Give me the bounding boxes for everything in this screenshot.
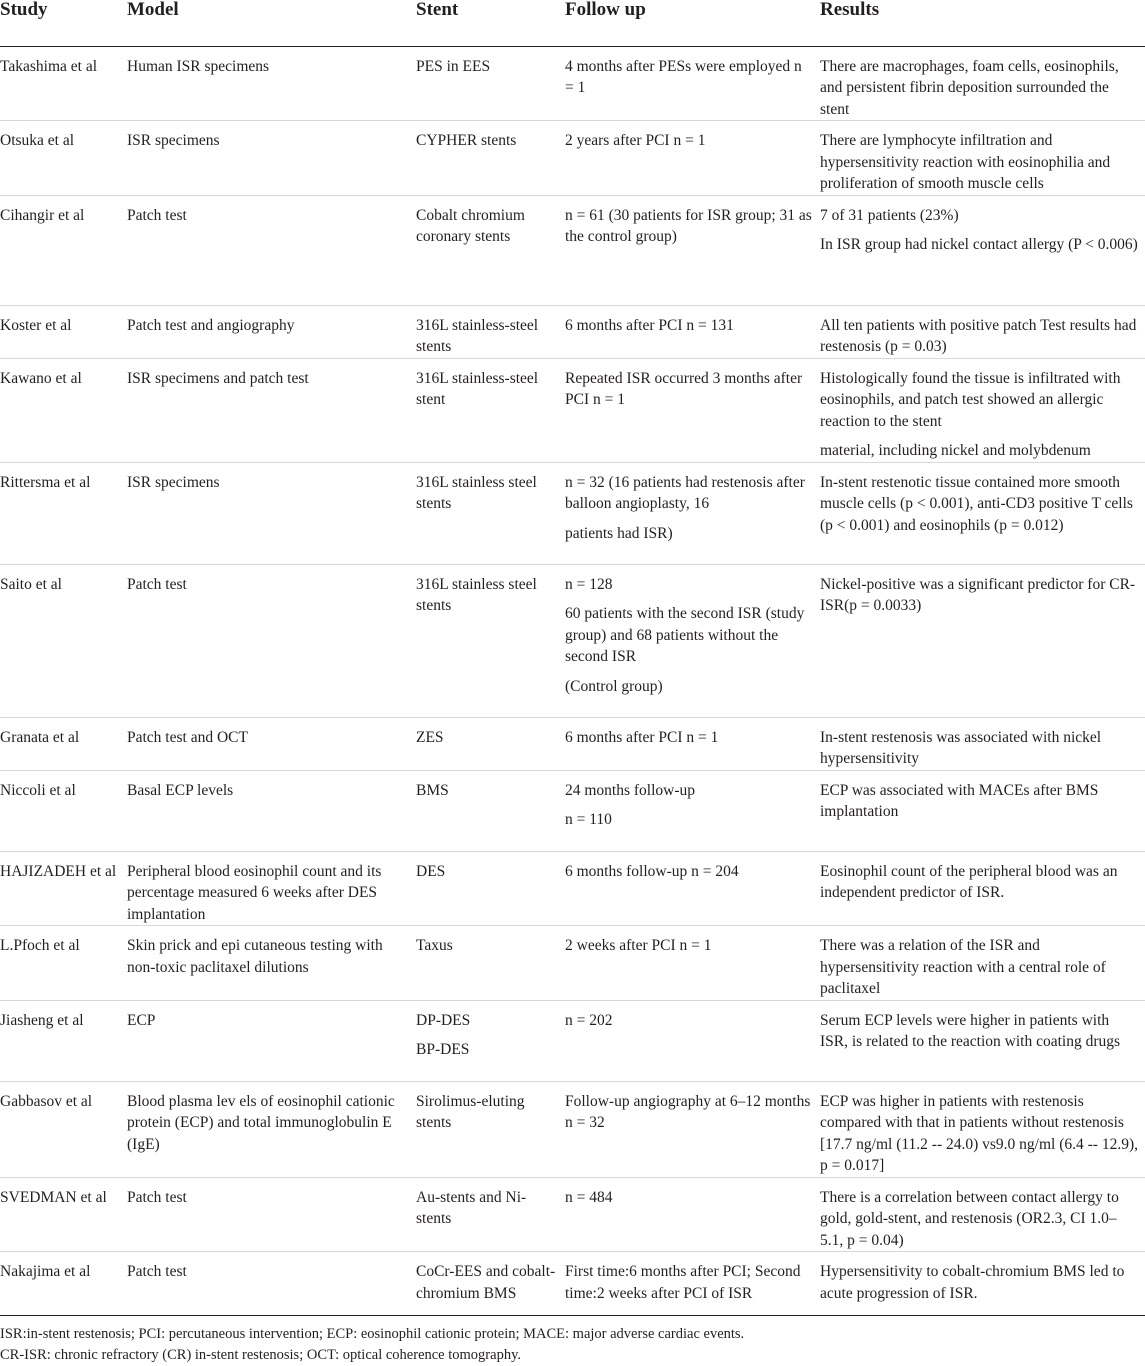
cell-stent-text: Taxus: [416, 937, 453, 954]
cell-follow-up: [565, 305, 820, 358]
cell-stent: [416, 46, 565, 121]
cell-follow-up-text: 2 years after PCI n = 1: [565, 132, 706, 149]
table-row: [0, 717, 1145, 770]
cell-stent-text: Cobalt chromium coronary stents: [416, 206, 525, 245]
cell-model-text: Skin prick and epi cutaneous testing with non-toxic paclitaxel dilutions: [127, 937, 383, 976]
cell-stent: [416, 1000, 565, 1081]
cell-follow-up: [565, 564, 820, 717]
table-row: [0, 564, 1145, 717]
cell-study: [0, 717, 127, 770]
cell-study-text: Gabbasov et al: [0, 1092, 93, 1110]
cell-study: [0, 1081, 127, 1177]
table-row: [0, 46, 1145, 121]
header-model: Model: [127, 0, 416, 46]
table-row: [0, 121, 1145, 196]
cell-study: [0, 851, 127, 926]
cell-results: [820, 1081, 1145, 1177]
header-study: Study: [0, 0, 127, 46]
cell-follow-up-text: 4 months after PESs were employed n = 1: [565, 57, 802, 96]
cell-results: [820, 195, 1145, 305]
cell-follow-up-text: n = 128: [565, 575, 613, 593]
cell-study: [0, 195, 127, 305]
cell-results-text: There are lymphocyte infiltration and hypersensitivity reaction with eosinophilia and proliferation of smooth muscle cells: [820, 132, 1111, 192]
cell-stent: [416, 851, 565, 926]
cell-stent-text: DP-DES: [416, 1011, 471, 1029]
cell-study: [0, 1177, 127, 1252]
cell-study-text: SVEDMAN et al: [0, 1188, 107, 1206]
cell-study: [0, 564, 127, 717]
table-footnote: [0, 1315, 1145, 1366]
cell-results-text: There is a correlation between contact allergy to gold, gold-stent, and restenosis (OR2.3, CI 1.0–5.1, p = 0.04): [820, 1188, 1119, 1249]
cell-stent-text: ZES: [416, 728, 444, 746]
cell-follow-up-text-3: (Control group): [565, 677, 663, 695]
cell-stent-text: BMS: [416, 781, 449, 799]
cell-study-text: Takashima et al: [0, 57, 98, 75]
cell-results: [820, 121, 1145, 196]
cell-model: [127, 770, 416, 851]
cell-stent-text: CoCr-EES and cobalt-chromium BMS: [416, 1263, 556, 1302]
cell-stent-text: Sirolimus-eluting stents: [416, 1092, 525, 1131]
header-results: Results: [820, 0, 1145, 46]
cell-model: [127, 462, 416, 564]
cell-model-text: ECP: [127, 1011, 156, 1029]
cell-study: [0, 1000, 127, 1081]
cell-results: [820, 717, 1145, 770]
cell-model: [127, 1252, 416, 1323]
table-row: [0, 462, 1145, 564]
cell-stent: [416, 1081, 565, 1177]
cell-follow-up-text: n = 202: [565, 1011, 613, 1029]
cell-model: [127, 358, 416, 462]
cell-stent-text: 316L stainless-steel stents: [416, 316, 539, 355]
cell-stent: [416, 1177, 565, 1252]
cell-follow-up: [565, 1081, 820, 1177]
cell-model-text: Human ISR specimens: [127, 57, 270, 75]
cell-stent: [416, 717, 565, 770]
cell-follow-up: [565, 121, 820, 196]
cell-study-text: Granata et al: [0, 728, 80, 746]
cell-follow-up-text: 6 months follow-up n = 204: [565, 862, 739, 880]
cell-study: [0, 926, 127, 1001]
cell-follow-up-text: n = 484: [565, 1188, 613, 1206]
cell-model-text: Patch test: [127, 1188, 187, 1206]
cell-results: [820, 1252, 1145, 1323]
cell-stent-text: PES in EES: [416, 57, 491, 75]
cell-results: [820, 564, 1145, 717]
cell-model-text: ISR specimens and patch test: [127, 369, 309, 387]
cell-model-text: Patch test and OCT: [127, 728, 248, 746]
cell-model-text: Basal ECP levels: [127, 781, 234, 799]
cell-results-text: 7 of 31 patients (23%): [820, 206, 959, 224]
cell-study-text: Niccoli et al: [0, 781, 76, 799]
cell-model-text: ISR specimens: [127, 132, 220, 149]
cell-follow-up-text: 6 months after PCI n = 131: [565, 316, 734, 334]
cell-stent: [416, 926, 565, 1001]
table-row: [0, 770, 1145, 851]
cell-model: [127, 717, 416, 770]
cell-study: [0, 305, 127, 358]
cell-model: [127, 46, 416, 121]
cell-results-text: Eosinophil count of the peripheral blood was an independent predictor of ISR.: [820, 862, 1118, 901]
table-row: [0, 195, 1145, 305]
cell-stent: [416, 564, 565, 717]
cell-model: [127, 1000, 416, 1081]
table-row: [0, 305, 1145, 358]
cell-model: [127, 305, 416, 358]
table-body: [0, 46, 1145, 1323]
cell-results-text: There are macrophages, foam cells, eosinophils, and persistent fibrin deposition surrounded the stent: [820, 57, 1119, 118]
table-row: [0, 851, 1145, 926]
cell-follow-up: [565, 1000, 820, 1081]
cell-stent-text: CYPHER stents: [416, 132, 517, 149]
cell-model-text: Peripheral blood eosinophil count and its percentage measured 6 weeks after DES implantation: [127, 862, 382, 923]
cell-study-text: Jiasheng et al: [0, 1011, 84, 1029]
header-follow-up: Follow up: [565, 0, 820, 46]
cell-follow-up-text: Repeated ISR occurred 3 months after PCI n = 1: [565, 369, 803, 408]
cell-follow-up: [565, 462, 820, 564]
cell-follow-up: [565, 851, 820, 926]
cell-follow-up-text-2: patients had ISR): [565, 524, 673, 542]
cell-stent: [416, 1252, 565, 1323]
cell-study-text: HAJIZADEH et al: [0, 862, 117, 880]
cell-study-text: Otsuka et al: [0, 132, 75, 149]
cell-results: [820, 926, 1145, 1001]
table-row: [0, 1177, 1145, 1252]
cell-results-text: In-stent restenotic tissue contained more smooth muscle cells (p < 0.001), anti-CD3 positive T cells (p < 0.001) and eosinophils (p = 0.012): [820, 473, 1133, 534]
cell-follow-up: [565, 926, 820, 1001]
cell-results: [820, 1177, 1145, 1252]
cell-follow-up: [565, 1177, 820, 1252]
cell-study-text: Kawano et al: [0, 369, 82, 387]
cell-results-text: In-stent restenosis was associated with nickel hypersensitivity: [820, 728, 1102, 767]
cell-model: [127, 195, 416, 305]
table-row: [0, 1000, 1145, 1081]
cell-follow-up-text: First time:6 months after PCI; Second time:2 weeks after PCI of ISR: [565, 1263, 801, 1302]
cell-follow-up: [565, 717, 820, 770]
cell-results: [820, 1000, 1145, 1081]
footnote-abbreviations-1: ISR:in-stent restenosis; PCI: percutaneous intervention; ECP: eosinophil cationic protein; MACE: major adverse cardiac events.: [0, 1326, 745, 1342]
cell-results-text: Nickel-positive was a significant predictor for CR-ISR(p = 0.0033): [820, 575, 1136, 614]
cell-results: [820, 358, 1145, 462]
table-row: [0, 358, 1145, 462]
cell-results: [820, 46, 1145, 121]
cell-stent: [416, 195, 565, 305]
cell-follow-up-text: Follow-up angiography at 6–12 months n = 32: [565, 1092, 811, 1131]
table-row: [0, 926, 1145, 1001]
header-stent: Stent: [416, 0, 565, 46]
cell-study: [0, 358, 127, 462]
cell-follow-up: [565, 46, 820, 121]
cell-study: [0, 46, 127, 121]
cell-model: [127, 1177, 416, 1252]
cell-model-text: Patch test: [127, 575, 187, 593]
cell-study: [0, 462, 127, 564]
table-row: [0, 1081, 1145, 1177]
cell-model: [127, 121, 416, 196]
cell-study-text: Cihangir et al: [0, 206, 85, 224]
cell-model-text: Patch test and angiography: [127, 316, 295, 334]
cell-model: [127, 851, 416, 926]
cell-study: [0, 1252, 127, 1323]
cell-stent-text: 316L stainless-steel stent: [416, 369, 539, 408]
cell-follow-up: [565, 770, 820, 851]
cell-results-text-2: material, including nickel and molybdenum: [820, 442, 1091, 459]
cell-follow-up-text: 24 months follow-up: [565, 781, 696, 799]
cell-study: [0, 121, 127, 196]
cell-model: [127, 926, 416, 1001]
cell-stent-text: DES: [416, 862, 446, 880]
cell-stent-text-2: BP-DES: [416, 1041, 470, 1058]
cell-stent: [416, 462, 565, 564]
cell-study-text: Rittersma et al: [0, 473, 91, 491]
cell-follow-up: [565, 195, 820, 305]
cell-study-text: Nakajima et al: [0, 1263, 91, 1280]
cell-results: [820, 770, 1145, 851]
cell-study-text: L.Pfoch et al: [0, 937, 80, 954]
cell-follow-up-text-2: 60 patients with the second ISR (study group) and 68 patients without the second ISR: [565, 605, 805, 665]
cell-stent: [416, 770, 565, 851]
header-row: [0, 0, 1145, 46]
cell-stent: [416, 305, 565, 358]
cell-model-text: ISR specimens: [127, 473, 220, 491]
cell-model-text: Patch test: [127, 206, 187, 224]
cell-follow-up: [565, 1252, 820, 1323]
cell-model: [127, 1081, 416, 1177]
footnote-abbreviations-2: CR-ISR: chronic refractory (CR) in-stent restenosis; OCT: optical coherence tomography.: [0, 1347, 522, 1363]
cell-follow-up-text: n = 61 (30 patients for ISR group; 31 as the control group): [565, 206, 812, 245]
table-row: [0, 1252, 1145, 1323]
cell-results-text: ECP was higher in patients with restenosis compared with that in patients without restenosis [17.7 ng/ml (11.2 -- 24.0) vs9.0 ng/ml (6.4 -- 12.9), p = 0.017]: [820, 1092, 1138, 1174]
cell-stent-text: 316L stainless steel stents: [416, 575, 537, 614]
cell-study: [0, 770, 127, 851]
cell-stent: [416, 358, 565, 462]
cell-model-text: Blood plasma lev els of eosinophil cationic protein (ECP) and total immunoglobulin E (IgE): [127, 1092, 395, 1153]
cell-follow-up-text: n = 32 (16 patients had restenosis after balloon angioplasty, 16: [565, 473, 805, 512]
cell-results-text: Hypersensitivity to cobalt-chromium BMS led to acute progression of ISR.: [820, 1263, 1125, 1302]
cell-results-text: ECP was associated with MACEs after BMS implantation: [820, 781, 1099, 820]
cell-results-text: There was a relation of the ISR and hypersensitivity reaction with a central role of paclitaxel: [820, 937, 1106, 997]
cell-stent-text: 316L stainless steel stents: [416, 473, 537, 512]
cell-follow-up: [565, 358, 820, 462]
cell-results-text: Serum ECP levels were higher in patients with ISR, is related to the reaction with coating drugs: [820, 1011, 1121, 1050]
cell-follow-up-text: 2 weeks after PCI n = 1: [565, 937, 712, 954]
cell-model-text: Patch test: [127, 1263, 187, 1280]
cell-results-text: All ten patients with positive patch Test results had restenosis (p = 0.03): [820, 316, 1137, 355]
cell-stent-text: Au-stents and Ni-stents: [416, 1188, 527, 1227]
cell-model: [127, 564, 416, 717]
cell-results: [820, 851, 1145, 926]
cell-results: [820, 305, 1145, 358]
cell-results-text: Histologically found the tissue is infiltrated with eosinophils, and patch test showed an allergic reaction to the stent: [820, 369, 1121, 430]
cell-study-text: Koster et al: [0, 316, 72, 334]
cell-follow-up-text-2: n = 110: [565, 811, 612, 828]
cell-stent: [416, 121, 565, 196]
cell-study-text: Saito et al: [0, 575, 62, 593]
cell-follow-up-text: 6 months after PCI n = 1: [565, 728, 719, 746]
cell-results-text-2: In ISR group had nickel contact allergy (P < 0.006): [820, 236, 1138, 253]
cell-results: [820, 462, 1145, 564]
